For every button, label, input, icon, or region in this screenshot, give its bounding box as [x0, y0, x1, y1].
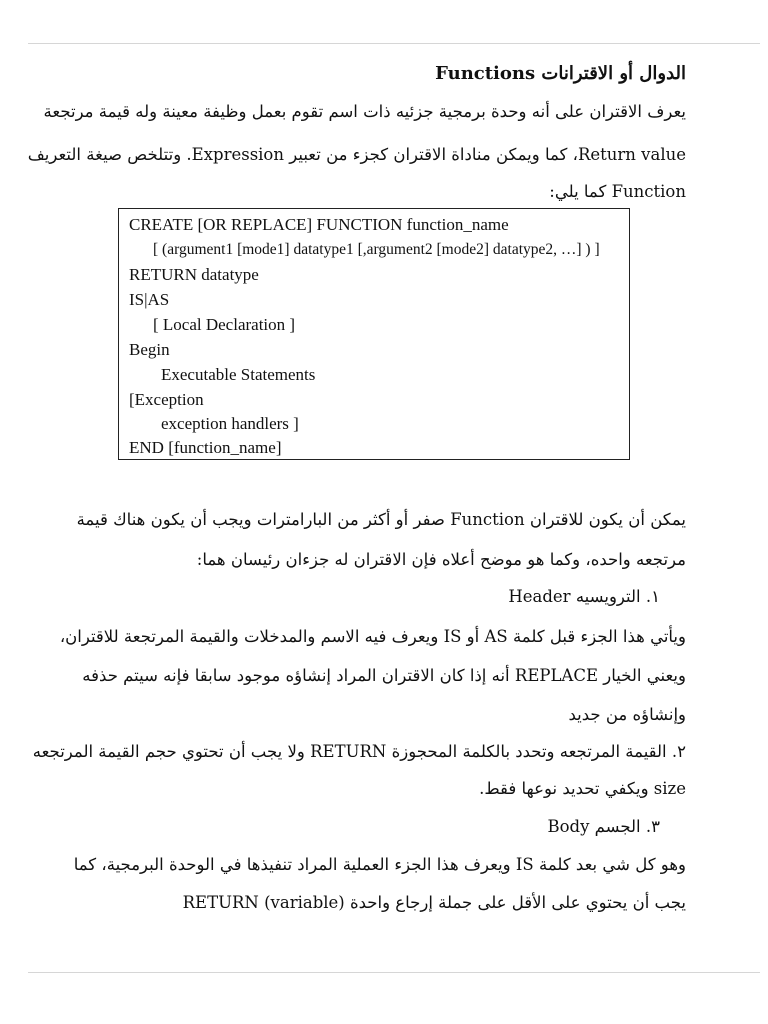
- code-line-2: [ (argument1 [mode1] datatype1 [,argument2 [mode2] datatype2, …] ) ]: [153, 241, 600, 258]
- item2-line-1: ٢. القيمة المرتجعه وتحدد بالكلمة المحجوزة RETURN ولا يجب أن تحتوي حجم القيمة المرتجعه: [32, 742, 686, 761]
- top-divider: [28, 43, 760, 44]
- bottom-divider: [28, 972, 760, 973]
- code-line-6: Begin: [129, 340, 170, 359]
- item3-heading: ٣. الجسم Body: [547, 817, 660, 836]
- item2-line-2: size ويكفي تحديد نوعها فقط.: [479, 779, 686, 798]
- code-line-4: IS|AS: [129, 290, 170, 309]
- item1-heading: ١. الترويسيه Header: [508, 587, 660, 606]
- code-line-7: Executable Statements: [161, 365, 316, 384]
- code-line-8: [Exception: [129, 390, 204, 409]
- code-line-3: RETURN datatype: [129, 265, 259, 284]
- intro-line-1: يعرف الاقتران على أنه وحدة برمجية جزئيه ذات اسم تقوم بعمل وظيفة معينة وله قيمة مرتجعة: [43, 102, 686, 121]
- code-line-1: CREATE [OR REPLACE] FUNCTION function_name: [129, 215, 509, 234]
- item3-line-2: يجب أن يحتوي على الأقل على جملة إرجاع واحدة RETURN (variable): [182, 893, 686, 912]
- code-line-9: exception handlers ]: [161, 414, 299, 433]
- section-heading: الدوال أو الاقترانات Functions: [435, 63, 686, 84]
- item1-line-1: ويأتي هذا الجزء قبل كلمة AS أو IS ويعرف فيه الاسم والمدخلات والقيمة المرتجعة للاقتران،: [59, 627, 686, 646]
- para2-line-2: مرتجعه واحده، وكما هو موضح أعلاه فإن الاقتران له جزءان رئيسان هما:: [196, 550, 686, 569]
- intro-line-2: Return value، كما ويمكن مناداة الاقتران كجزء من تعبير Expression. وتتلخص صيغة التعريف: [27, 145, 686, 164]
- syntax-code-box: [118, 208, 630, 460]
- code-line-5: [ Local Declaration ]: [153, 315, 296, 334]
- item3-line-1: وهو كل شي بعد كلمة IS ويعرف هذا الجزء العملية المراد تنفيذها في الوحدة البرمجية، كما: [73, 855, 686, 874]
- code-line-10: END [function_name]: [129, 438, 282, 457]
- intro-line-3: Function كما يلي:: [549, 182, 686, 201]
- para2-line-1: يمكن أن يكون للاقتران Function صفر أو أكثر من البارامترات ويجب أن يكون هناك قيمة: [76, 510, 686, 529]
- item1-line-2: ويعني الخيار REPLACE أنه إذا كان الاقتران المراد إنشاؤه موجود سابقا فإنه سيتم حذفه: [82, 666, 686, 685]
- item1-line-3: وإنشاؤه من جديد: [568, 705, 686, 724]
